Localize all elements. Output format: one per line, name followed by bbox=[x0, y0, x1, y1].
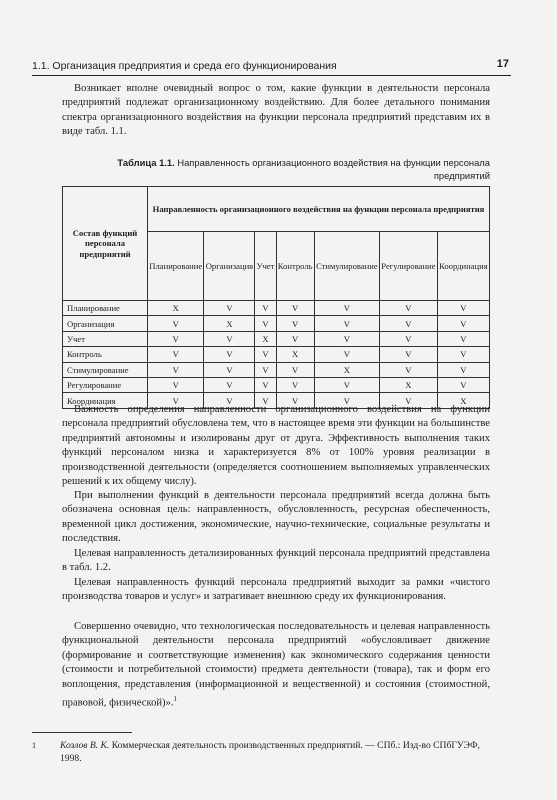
table-cell: X bbox=[255, 331, 276, 346]
table-cell: V bbox=[276, 316, 314, 331]
table-caption-label: Таблица 1.1. bbox=[117, 157, 175, 168]
table-cell: V bbox=[314, 301, 379, 316]
footnote-reference: 1 bbox=[173, 695, 178, 704]
table-cell: V bbox=[380, 301, 438, 316]
table-cell: V bbox=[276, 362, 314, 377]
column-header: Стимулирование bbox=[314, 232, 379, 301]
functions-table bbox=[62, 186, 490, 409]
table-cell: V bbox=[314, 347, 379, 362]
footnote-mark: 1 bbox=[32, 741, 36, 750]
column-header: Контроль bbox=[276, 232, 314, 301]
footnote-rule bbox=[32, 732, 132, 733]
intro-paragraph: Возникает вполне очевидный вопрос о том, какие функции в деятельности персонала предприятий подлежат организационному воздействию. Для более детального понимания спектра организационного воздействия на функции персонала предприятий представим их в виде табл. 1.1. bbox=[62, 83, 490, 138]
table-cell: V bbox=[437, 347, 489, 362]
column-header: Организация bbox=[204, 232, 255, 301]
table-cell: V bbox=[437, 331, 489, 346]
table-row bbox=[63, 301, 490, 316]
body-paragraph: При выполнении функций в деятельности персонала предприятий всегда должна быть обозначена основная цель: направленность, обусловленность, ресурсная обеспеченность, временной цикл достижения, экономические, научно-технические, социальные результаты и последствия. bbox=[62, 490, 490, 545]
table-cell: V bbox=[148, 316, 204, 331]
running-head: 1.1. Организация предприятия и среда его функционирования bbox=[32, 60, 337, 72]
table-cell: V bbox=[204, 301, 255, 316]
footnote-author: Козлов В. К. bbox=[60, 740, 110, 751]
table-cell: V bbox=[314, 331, 379, 346]
body-paragraph: Целевая направленность функций персонала предприятий выходит за рамки «чистого производства товаров и услуг» и затрагивает внешнюю среду их функционирования. bbox=[62, 577, 490, 603]
table-cell: V bbox=[314, 316, 379, 331]
table-row bbox=[63, 362, 490, 377]
table-cell: V bbox=[276, 301, 314, 316]
table-cell: V bbox=[380, 393, 438, 408]
row-label: Координация bbox=[63, 393, 148, 408]
table-cell: V bbox=[148, 393, 204, 408]
table-cell: X bbox=[148, 301, 204, 316]
row-label: Планирование bbox=[63, 301, 148, 316]
table-row bbox=[63, 377, 490, 392]
table-cell: V bbox=[255, 393, 276, 408]
column-header: Учет bbox=[255, 232, 276, 301]
page-number: 17 bbox=[496, 58, 509, 70]
table-cell: V bbox=[148, 347, 204, 362]
row-label: Контроль bbox=[63, 347, 148, 362]
table-cell: X bbox=[437, 393, 489, 408]
table-cell: V bbox=[204, 331, 255, 346]
body-paragraph: Целевая направленность детализированных функций персонала предприятий представлена в табл. 1.2. bbox=[62, 548, 490, 574]
table-caption-text: Направленность организационного воздействия на функции персонала предприятий bbox=[177, 157, 490, 181]
table-cell: V bbox=[148, 377, 204, 392]
column-header: Координация bbox=[437, 232, 489, 301]
table-cell: V bbox=[255, 316, 276, 331]
column-header: Регулирование bbox=[380, 232, 438, 301]
table-row bbox=[63, 331, 490, 346]
table-stub-header: Состав функций персонала предприятий bbox=[63, 187, 148, 301]
table-cell: V bbox=[255, 301, 276, 316]
footnote bbox=[32, 739, 492, 765]
table-cell: V bbox=[255, 347, 276, 362]
table-body bbox=[63, 301, 490, 409]
table-cell: V bbox=[276, 393, 314, 408]
table-cell: V bbox=[437, 377, 489, 392]
table-cell: X bbox=[276, 347, 314, 362]
table-row bbox=[63, 347, 490, 362]
footnote-text: Коммерческая деятельность производственных предприятий. — СПб.: Изд-во СПбГУЭФ, 1998. bbox=[60, 740, 480, 764]
header-rule bbox=[32, 75, 511, 76]
column-header: Планирование bbox=[148, 232, 204, 301]
body-paragraph: Важность определения направленности организационного воздействия на функции персонала предприятий обусловлена тем, что в настоящее время эти функции на большинстве предприятий автономны и изолированы друг от друга. Эффективность выполнения таких функций персоналом низка и характеризуется 8% от 100% уровня реализации в производственной деятельности (определяется соотношением выполняемых управленческих решений к их общему числу). bbox=[62, 404, 490, 488]
table-cell: V bbox=[148, 331, 204, 346]
row-label: Регулирование bbox=[63, 377, 148, 392]
table-cell: X bbox=[380, 377, 438, 392]
table-cell: V bbox=[276, 377, 314, 392]
table-cell: V bbox=[255, 362, 276, 377]
table-cell: V bbox=[380, 347, 438, 362]
table-cell: V bbox=[204, 347, 255, 362]
table-cell: X bbox=[314, 362, 379, 377]
table-cell: V bbox=[380, 331, 438, 346]
table-cell: V bbox=[148, 362, 204, 377]
table-cell: V bbox=[437, 362, 489, 377]
table-row bbox=[63, 316, 490, 331]
table-cell: V bbox=[380, 362, 438, 377]
table-cell: X bbox=[204, 316, 255, 331]
table-cell: V bbox=[204, 362, 255, 377]
table-cell: V bbox=[437, 316, 489, 331]
body-paragraph-text: Совершенно очевидно, что технологическая последовательность и целевая направленность функциональной деятельности персонала предприятий «обусловливает движение (формирование и соответствующие изменения) как экономического содержания ценности (стоимости и потребительной стоимости) предмета деятельности (товара), так и форм его воплощения, представления (информационной и вещественной) и состояния (стоимостной, правовой, физической)». bbox=[62, 621, 490, 709]
table-cell: V bbox=[204, 393, 255, 408]
table-cell: V bbox=[255, 377, 276, 392]
table-group-header: Направленность организационного воздействия на функции персонала предприятия bbox=[148, 187, 490, 232]
table-cell: V bbox=[314, 393, 379, 408]
table-cell: V bbox=[204, 377, 255, 392]
row-label: Организация bbox=[63, 316, 148, 331]
footnote-body bbox=[60, 739, 488, 765]
body-paragraph-with-footnote bbox=[62, 620, 490, 711]
table-cell: V bbox=[276, 331, 314, 346]
table-caption bbox=[92, 156, 490, 182]
table-cell: V bbox=[314, 377, 379, 392]
row-label: Стимулирование bbox=[63, 362, 148, 377]
table-cell: V bbox=[437, 301, 489, 316]
table-cell: V bbox=[380, 316, 438, 331]
row-label: Учет bbox=[63, 331, 148, 346]
